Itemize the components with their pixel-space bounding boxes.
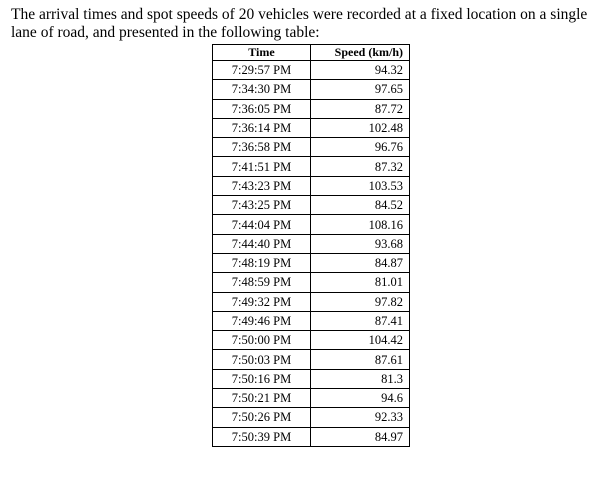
- time-cell: 7:34:30 PM: [213, 80, 311, 99]
- speed-cell: 97.82: [311, 292, 410, 311]
- speed-cell: 87.41: [311, 311, 410, 330]
- table-row: [213, 369, 410, 388]
- table-row: [213, 61, 410, 80]
- speed-cell: 94.32: [311, 61, 410, 80]
- table-body: [213, 61, 410, 447]
- table-row: [213, 138, 410, 157]
- speed-cell: 87.61: [311, 350, 410, 369]
- speed-cell: 87.32: [311, 157, 410, 176]
- time-cell: 7:36:58 PM: [213, 138, 311, 157]
- table-row: [213, 292, 410, 311]
- speed-cell: 84.87: [311, 253, 410, 272]
- table-row: [213, 234, 410, 253]
- table-row: [213, 273, 410, 292]
- speed-cell: 92.33: [311, 408, 410, 427]
- table-row: [213, 408, 410, 427]
- time-cell: 7:29:57 PM: [213, 61, 311, 80]
- time-cell: 7:48:19 PM: [213, 253, 311, 272]
- table-row: [213, 311, 410, 330]
- time-cell: 7:36:14 PM: [213, 118, 311, 137]
- table-row: [213, 331, 410, 350]
- speed-cell: 84.52: [311, 196, 410, 215]
- speed-cell: 84.97: [311, 427, 410, 446]
- table-row: [213, 253, 410, 272]
- table-row: [213, 427, 410, 446]
- speed-cell: 97.65: [311, 80, 410, 99]
- time-cell: 7:50:39 PM: [213, 427, 311, 446]
- table-row: [213, 157, 410, 176]
- time-cell: 7:50:16 PM: [213, 369, 311, 388]
- time-cell: 7:43:23 PM: [213, 176, 311, 195]
- speed-cell: 93.68: [311, 234, 410, 253]
- table-row: [213, 215, 410, 234]
- time-cell: 7:48:59 PM: [213, 273, 311, 292]
- speed-column-header: Speed (km/h): [311, 45, 410, 61]
- time-cell: 7:50:03 PM: [213, 350, 311, 369]
- time-cell: 7:44:04 PM: [213, 215, 311, 234]
- speed-cell: 104.42: [311, 331, 410, 350]
- time-cell: 7:36:05 PM: [213, 99, 311, 118]
- speed-cell: 94.6: [311, 389, 410, 408]
- table-row: [213, 118, 410, 137]
- speed-cell: 87.72: [311, 99, 410, 118]
- time-cell: 7:43:25 PM: [213, 196, 311, 215]
- time-cell: 7:49:32 PM: [213, 292, 311, 311]
- table-row: [213, 196, 410, 215]
- table-row: [213, 80, 410, 99]
- time-column-header: Time: [213, 45, 311, 61]
- time-cell: 7:50:26 PM: [213, 408, 311, 427]
- speed-cell: 103.53: [311, 176, 410, 195]
- speed-cell: 81.3: [311, 369, 410, 388]
- table-row: [213, 176, 410, 195]
- speed-cell: 102.48: [311, 118, 410, 137]
- time-cell: 7:50:21 PM: [213, 389, 311, 408]
- vehicle-speed-table: [212, 44, 410, 447]
- speed-cell: 81.01: [311, 273, 410, 292]
- table-row: [213, 389, 410, 408]
- intro-paragraph: The arrival times and spot speeds of 20 vehicles were recorded at a fixed location on a single lane of road, and presented in the following table:: [11, 6, 588, 41]
- table-header-row: [213, 45, 410, 61]
- time-cell: 7:49:46 PM: [213, 311, 311, 330]
- table-row: [213, 350, 410, 369]
- table-row: [213, 99, 410, 118]
- speed-cell: 96.76: [311, 138, 410, 157]
- time-cell: 7:44:40 PM: [213, 234, 311, 253]
- time-cell: 7:41:51 PM: [213, 157, 311, 176]
- time-cell: 7:50:00 PM: [213, 331, 311, 350]
- speed-cell: 108.16: [311, 215, 410, 234]
